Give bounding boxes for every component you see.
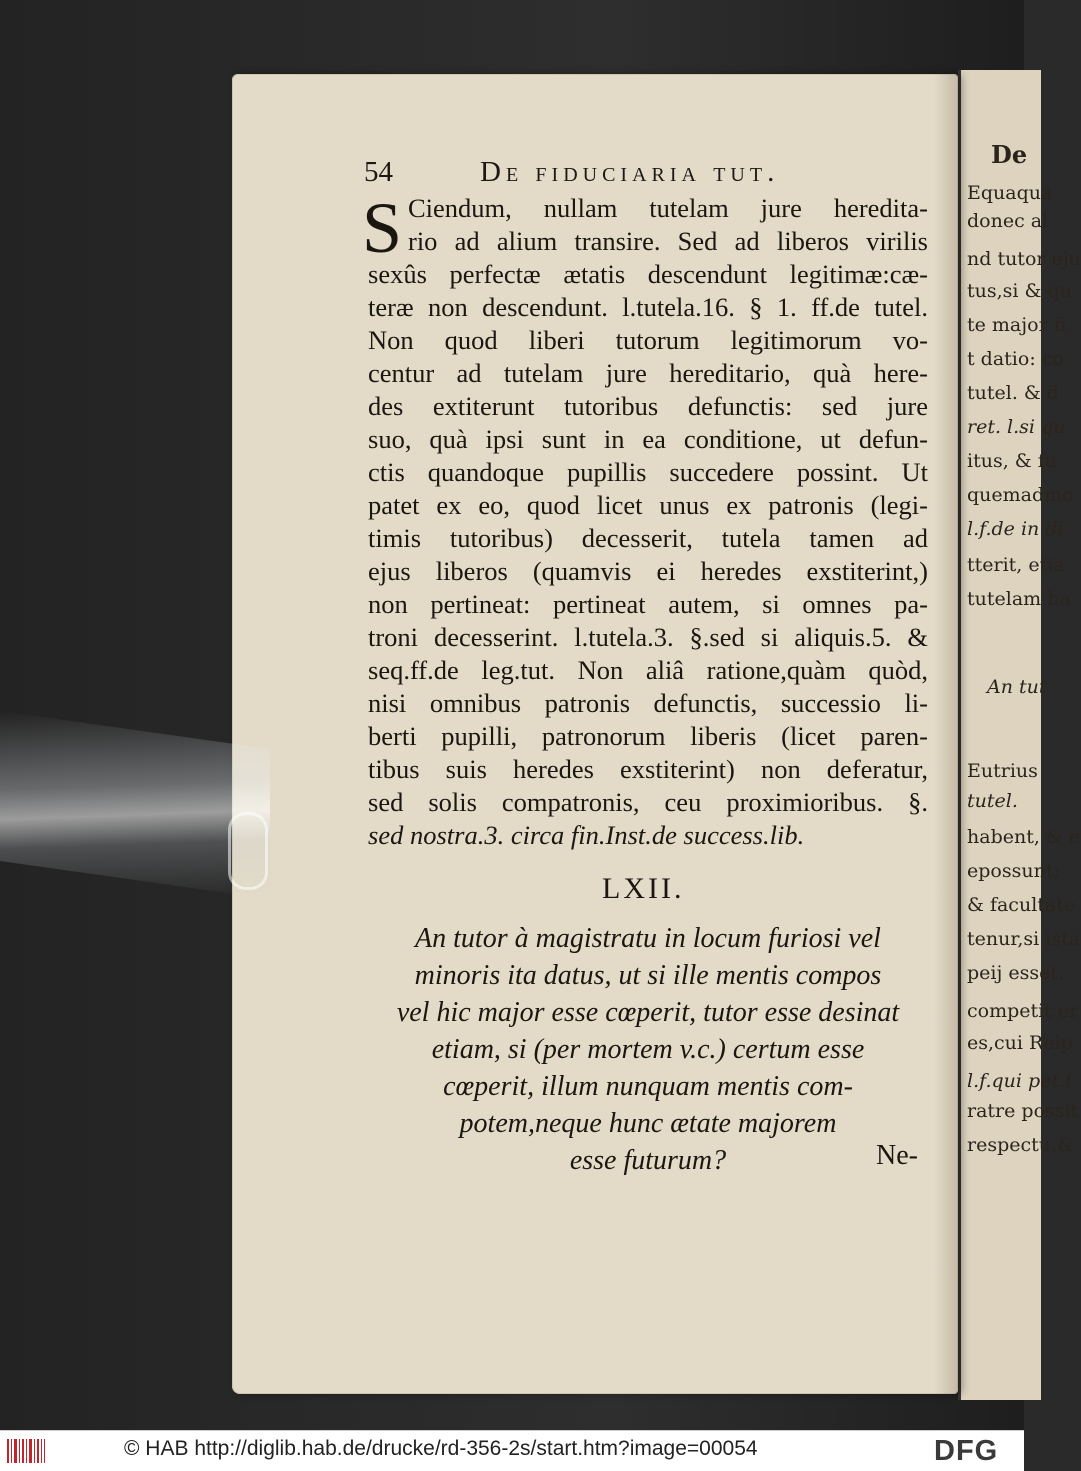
barcode-icon (6, 1437, 46, 1465)
text-line: rio ad alium transire. Sed ad liberos virilis (408, 226, 928, 256)
rp-line: nd tutor eju (967, 248, 1081, 270)
rp-line: donec al (967, 210, 1049, 232)
page-header (364, 156, 824, 192)
text-line: centur ad tutelam jure hereditario, quà here- (368, 358, 928, 388)
rp-line: tutel. & d (967, 382, 1060, 404)
rp-line: epossunt; (967, 860, 1060, 882)
rp-line: tutelam ha (967, 588, 1071, 610)
body-text (362, 188, 928, 852)
rp-line: l.f.de in di (967, 518, 1064, 540)
rp-line: quemadmo (967, 484, 1074, 506)
rp-line: tenur,si ista (967, 928, 1081, 950)
rp-line: l.f.qui pet.t (967, 1070, 1073, 1092)
rp-line: te major fi (967, 314, 1067, 336)
viewer-footer (0, 1430, 1024, 1471)
drop-cap: S (362, 188, 403, 268)
rp-line: competit er (967, 1000, 1079, 1022)
section-question (368, 920, 928, 1179)
page-number: 54 (364, 156, 393, 188)
rp-line: es,cui Reip (967, 1032, 1073, 1054)
dfg-logo: DFG (934, 1435, 999, 1467)
question-line: esse futurum? (569, 1145, 727, 1176)
text-line: ctis quandoque pupillis succedere possint. Ut (368, 457, 928, 487)
rp-line: Eutrius (967, 760, 1038, 782)
text-line: patet ex eo, quod licet unus ex patronis (legi- (368, 490, 928, 520)
question-line: vel hic major esse cœperit, tutor esse desinat (396, 997, 900, 1028)
text-line: timis tutoribus) decesserit, tutela tamen ad (368, 523, 928, 553)
text-line: berti pupilli, patronorum liberis (licet paren- (368, 721, 928, 751)
text-line: Non quod liberi tutorum legitimorum vo- (368, 325, 928, 355)
text-line: teræ non descendunt. l.tutela.16. § 1. ff.de tutel. (368, 292, 928, 322)
book-page (232, 74, 958, 1394)
question-line: cœperit, illum nunquam mentis com- (443, 1071, 853, 1102)
text-line: sed nostra.3. circa fin.Inst.de success.lib. (368, 820, 805, 850)
text-line: Ciendum, nullam tutelam jure heredita- (408, 193, 928, 223)
text-line: seq.ff.de leg.tut. Non aliâ ratione,quàm quòd, (368, 655, 928, 685)
source-link[interactable]: © HAB http://diglib.hab.de/drucke/rd-356-2s/start.htm?image=00054 (124, 1437, 758, 1460)
text-line: troni decesserint. l.tutela.3. §.sed si aliquis.5. & (368, 622, 928, 652)
text-line: suo, quà ipsi sunt in ea conditione, ut defun- (368, 424, 928, 454)
rp-line: tterit, etia (967, 554, 1065, 576)
text-line: sexûs perfectæ ætatis descendunt legitimæ:cæ- (368, 259, 928, 289)
question-line: An tutor à magistratu in locum furiosi vel (415, 923, 881, 954)
question-line: minoris ita datus, ut si ille mentis compos (414, 960, 882, 991)
rp-line: respectu,& (967, 1134, 1074, 1156)
question-line: etiam, si (per mortem v.c.) certum esse (431, 1034, 865, 1065)
rp-line: De (991, 140, 1028, 169)
text-line: non pertineat: pertineat autem, si omnes pa- (368, 589, 928, 619)
section-numeral: LXII. (602, 872, 685, 905)
rp-line: Equaqua (967, 182, 1053, 204)
text-line: sed solis compatronis, ceu proximioribus. §. (368, 787, 928, 817)
catchword: Ne- (876, 1140, 918, 1171)
rp-line: itus, & fu (967, 450, 1057, 472)
rp-line: peij esset. (967, 962, 1065, 984)
rp-line: ret. l.si qu (967, 416, 1066, 438)
rp-line: An tut (987, 676, 1047, 698)
rp-line: habent, & e (967, 826, 1081, 848)
rp-line: tutel. (967, 790, 1018, 812)
text-line: ejus liberos (quamvis ei heredes exstiterint,) (368, 556, 928, 586)
facing-page-fragment (958, 70, 1081, 1400)
rp-line: t datio: co (967, 348, 1064, 370)
rp-line: ratre possit (967, 1100, 1079, 1122)
strap-clip (228, 812, 268, 890)
rp-line: tus,si & qu (967, 280, 1072, 302)
rp-line: & facultate (967, 894, 1076, 916)
running-head: De fiduciaria tut. (480, 156, 780, 188)
text-line: tibus suis heredes exstiterint) non deferatur, (368, 754, 928, 784)
text-line: des extiterunt tutoribus defunctis: sed jure (368, 391, 928, 421)
question-line: potem,neque hunc ætate majorem (459, 1108, 837, 1139)
text-line: nisi omnibus patronis defunctis, successio li- (368, 688, 928, 718)
